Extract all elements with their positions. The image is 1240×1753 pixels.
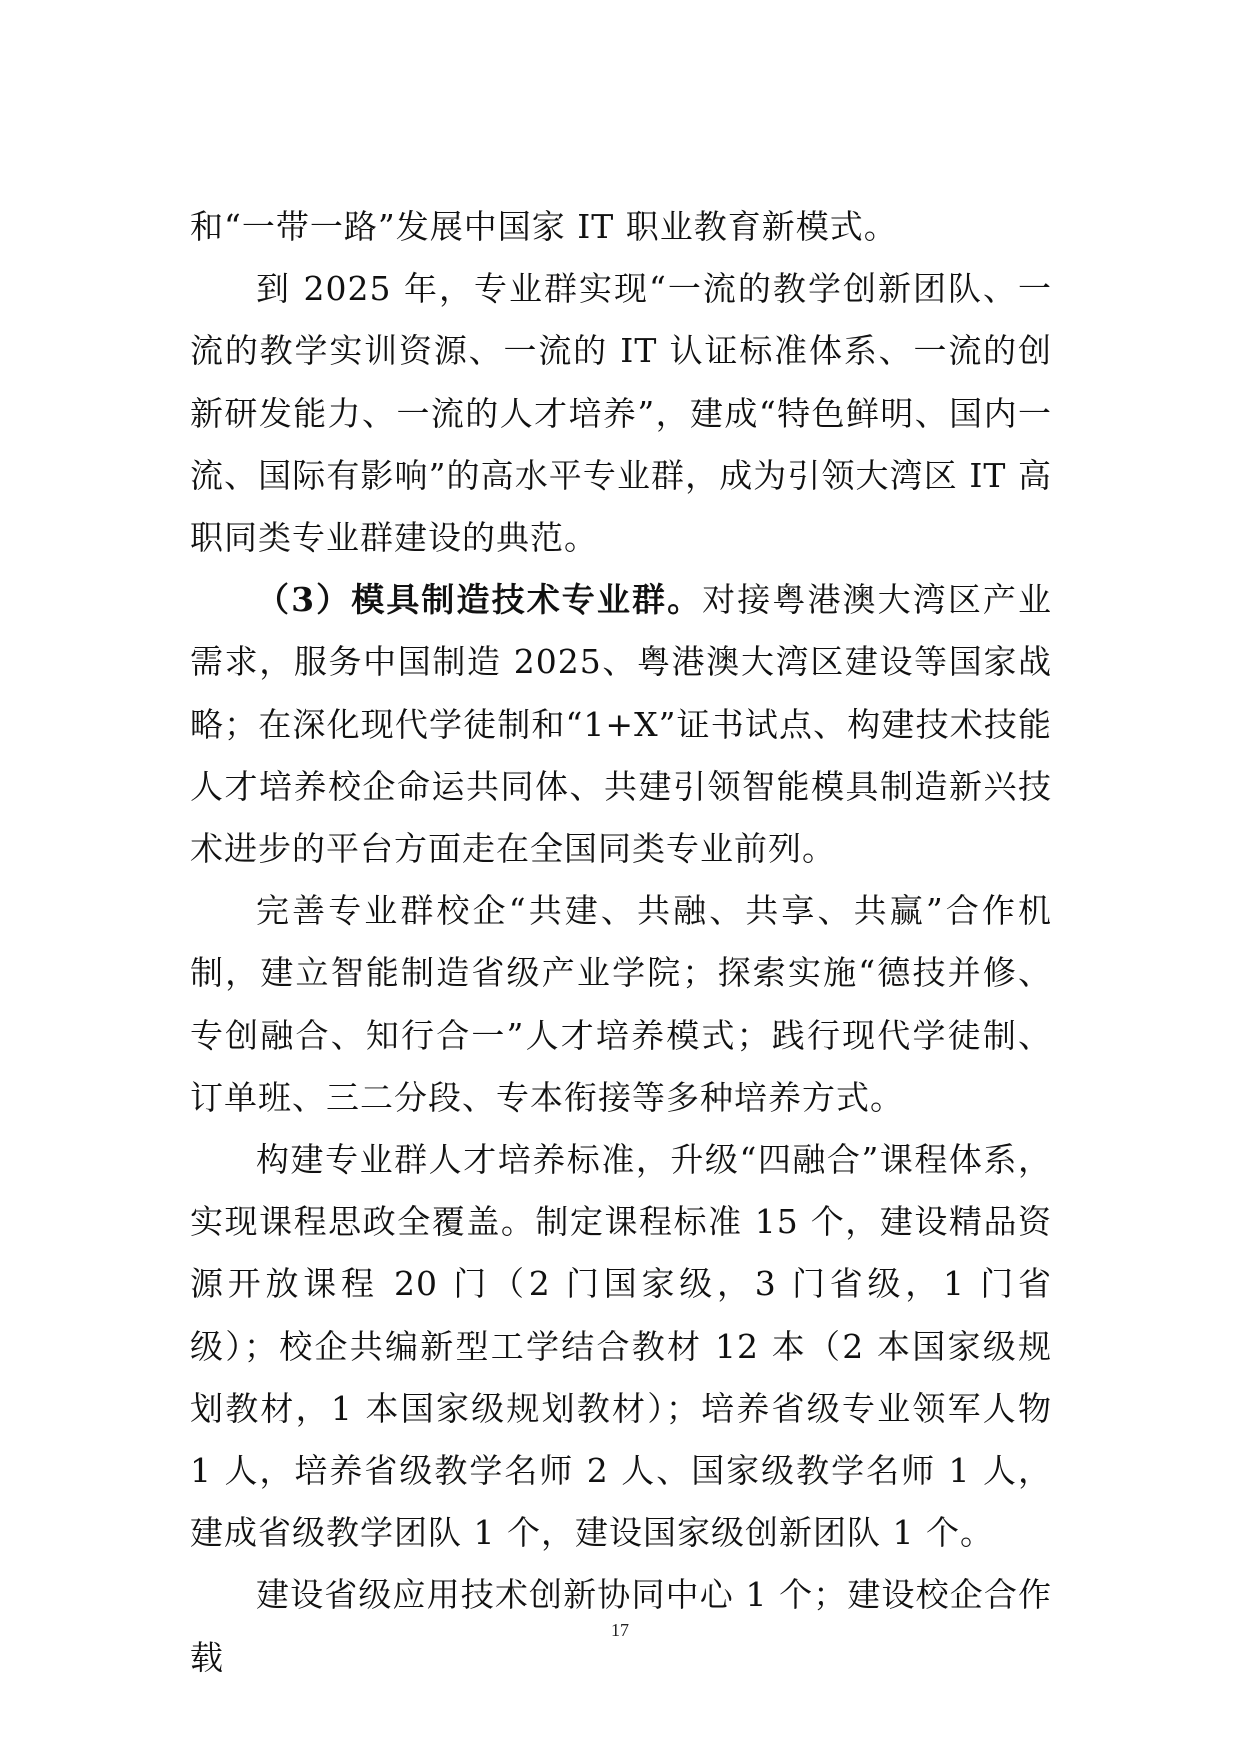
section-heading: （3）模具制造技术专业群。: [256, 580, 703, 620]
paragraph-cooperation-mechanism: 完善专业群校企“共建、共融、共享、共赢”合作机制，建立智能制造省级产业学院；探索实施“德技并修、专创融合、知行合一”人才培养模式；践行现代学徒制、订单班、三二分段、专本衔接等多种培养方式。: [190, 891, 1052, 1117]
document-body: [190, 196, 1052, 1689]
paragraph-text: 对接粤港澳大湾区产业需求，服务中国制造 2025、粤港澳大湾区建设等国家战略；在深化现代学徒制和“1+X”证书试点、构建技术技能人才培养校企命运共同体、共建引领智能模具制造新兴技术进步的平台方面走在全国同类专业前列。: [190, 580, 1053, 869]
paragraph-continuation: 和“一带一路”发展中国家 IT 职业教育新模式。: [190, 207, 898, 246]
paragraph-2025-goals: 到 2025 年，专业群实现“一流的教学创新团队、一流的教学实训资源、一流的 IT 认证标准体系、一流的创新研发能力、一流的人才培养”，建成“特色鲜明、国内一流、国际有影响”的高水平专业群，成为引领大湾区 IT 高职同类专业群建设的典范。: [190, 269, 1052, 558]
paragraph-mold-manufacturing: [190, 569, 1052, 880]
page-number: 17: [611, 1620, 629, 1640]
paragraph-curriculum-standards: 构建专业群人才培养标准，升级“四融合”课程体系，实现课程思政全覆盖。制定课程标准 15 个，建设精品资源开放课程 20 门（2 门国家级，3 门省级，1 门省级）；校企共编新型工学结合教材 12 本（2 本国家级规划教材，1 本国家级规划教材）；培养省级专业领军人物 1 人，培养省级教学名师 2 人、国家级教学名师 1 人，建成省级教学团队 1 个，建设国家级创新团队 1 个。: [190, 1140, 1052, 1553]
paragraph-innovation-center: 建设省级应用技术创新协同中心 1 个；建设校企合作载: [190, 1575, 1052, 1677]
